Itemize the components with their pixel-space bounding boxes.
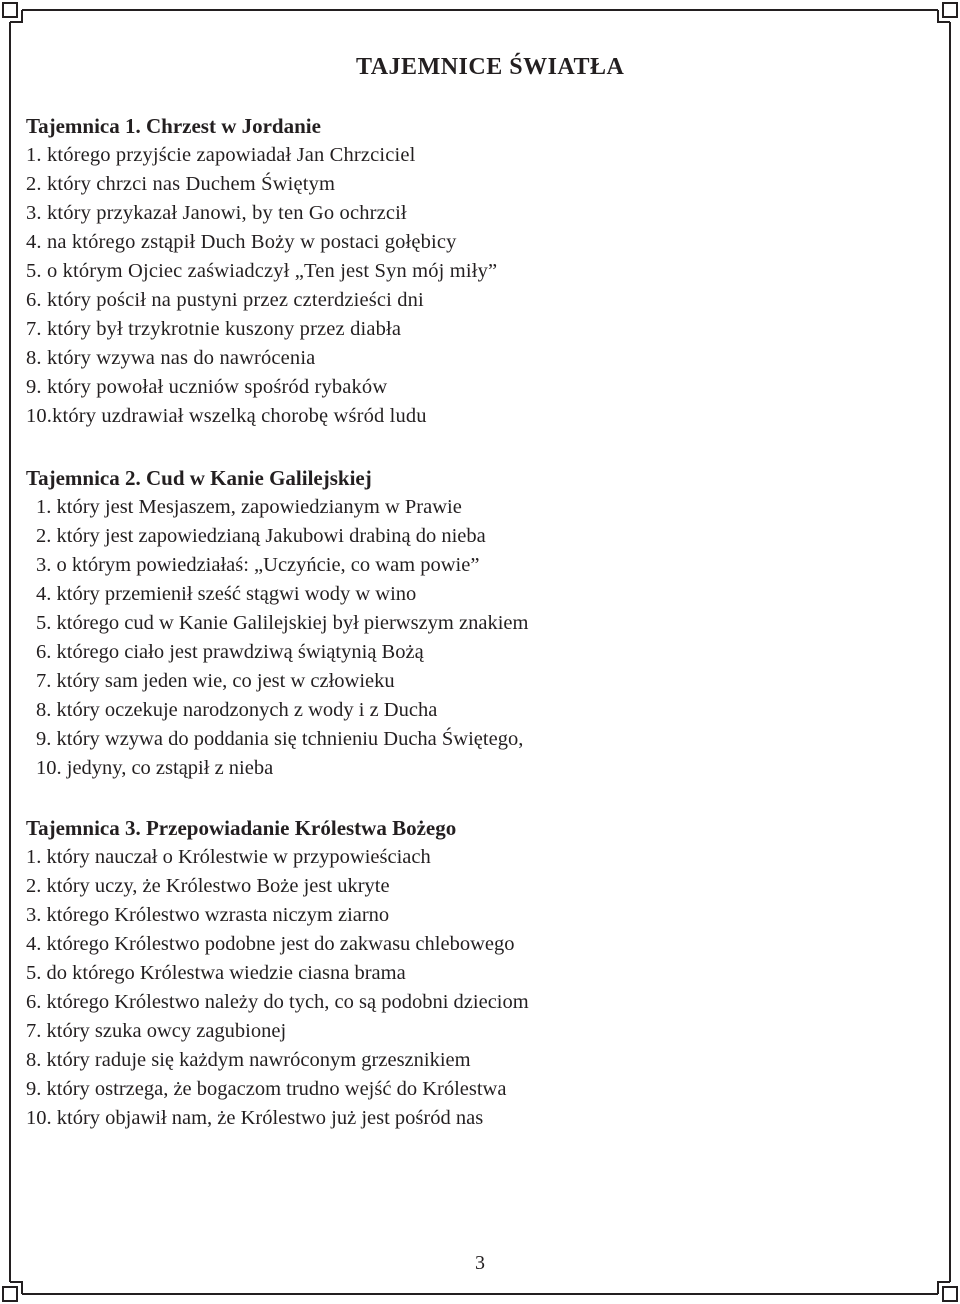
list-item: 6. którego ciało jest prawdziwą świątynią Bożą — [36, 641, 424, 663]
list-item: 5. o którym Ojciec zaświadczył „Ten jest Syn mój miły” — [26, 260, 498, 282]
list-item: 2. który chrzci nas Duchem Świętym — [26, 173, 336, 195]
list-item: 8. który raduje się każdym nawróconym grzesznikiem — [26, 1049, 471, 1071]
list-item: 7. który był trzykrotnie kuszony przez diabła — [26, 318, 402, 340]
list-item: 10.który uzdrawiał wszelką chorobę wśród ludu — [26, 405, 427, 427]
list-item: 4. na którego zstąpił Duch Boży w postaci gołębicy — [26, 231, 457, 253]
mystery-3-section — [26, 813, 926, 1133]
list-item: 6. który pościł na pustyni przez czterdzieści dni — [26, 289, 424, 311]
mystery-1-list — [26, 141, 926, 431]
list-item: 1. który nauczał o Królestwie w przypowieściach — [26, 846, 431, 868]
mystery-1-section — [26, 111, 926, 431]
list-item: 2. który jest zapowiedzianą Jakubowi drabiną do nieba — [36, 525, 486, 547]
list-item: 9. który ostrzega, że bogaczom trudno wejść do Królestwa — [26, 1078, 507, 1100]
list-item: 3. którego Królestwo wzrasta niczym ziarno — [26, 904, 390, 926]
list-item: 2. który uczy, że Królestwo Boże jest ukryte — [26, 875, 390, 897]
mystery-2-list — [26, 493, 926, 783]
mystery-2-heading: Tajemnica 2. Cud w Kanie Galilejskiej — [26, 466, 372, 490]
list-item: 7. który szuka owcy zagubionej — [26, 1020, 287, 1042]
mystery-3-list — [26, 843, 926, 1133]
page-number: 3 — [475, 1252, 485, 1274]
mystery-2-section — [26, 463, 926, 783]
list-item: 6. którego Królestwo należy do tych, co są podobni dzieciom — [26, 991, 529, 1013]
list-item: 8. który oczekuje narodzonych z wody i z Ducha — [36, 699, 438, 721]
list-item: 10. jedyny, co zstąpił z nieba — [36, 757, 274, 779]
list-item: 7. który sam jeden wie, co jest w człowieku — [36, 670, 395, 692]
mystery-1-heading: Tajemnica 1. Chrzest w Jordanie — [26, 114, 321, 138]
list-item: 1. którego przyjście zapowiadał Jan Chrzciciel — [26, 144, 416, 166]
list-item: 1. który jest Mesjaszem, zapowiedzianym w Prawie — [36, 496, 462, 518]
page-title: TAJEMNICE ŚWIATŁA — [356, 54, 625, 80]
list-item: 4. który przemienił sześć stągwi wody w wino — [36, 583, 417, 605]
list-item: 8. który wzywa nas do nawrócenia — [26, 347, 316, 369]
mystery-3-heading: Tajemnica 3. Przepowiadanie Królestwa Bożego — [26, 816, 457, 840]
list-item: 9. który powołał uczniów spośród rybaków — [26, 376, 388, 398]
list-item: 9. który wzywa do poddania się tchnieniu Ducha Świętego, — [36, 728, 524, 750]
list-item: 5. do którego Królestwa wiedzie ciasna brama — [26, 962, 406, 984]
list-item: 3. o którym powiedziałaś: „Uczyńcie, co wam powie” — [36, 554, 480, 576]
list-item: 4. którego Królestwo podobne jest do zakwasu chlebowego — [26, 933, 515, 955]
list-item: 3. który przykazał Janowi, by ten Go ochrzcił — [26, 202, 407, 224]
list-item: 5. którego cud w Kanie Galilejskiej był pierwszym znakiem — [36, 612, 529, 634]
list-item: 10. który objawił nam, że Królestwo już jest pośród nas — [26, 1107, 484, 1129]
